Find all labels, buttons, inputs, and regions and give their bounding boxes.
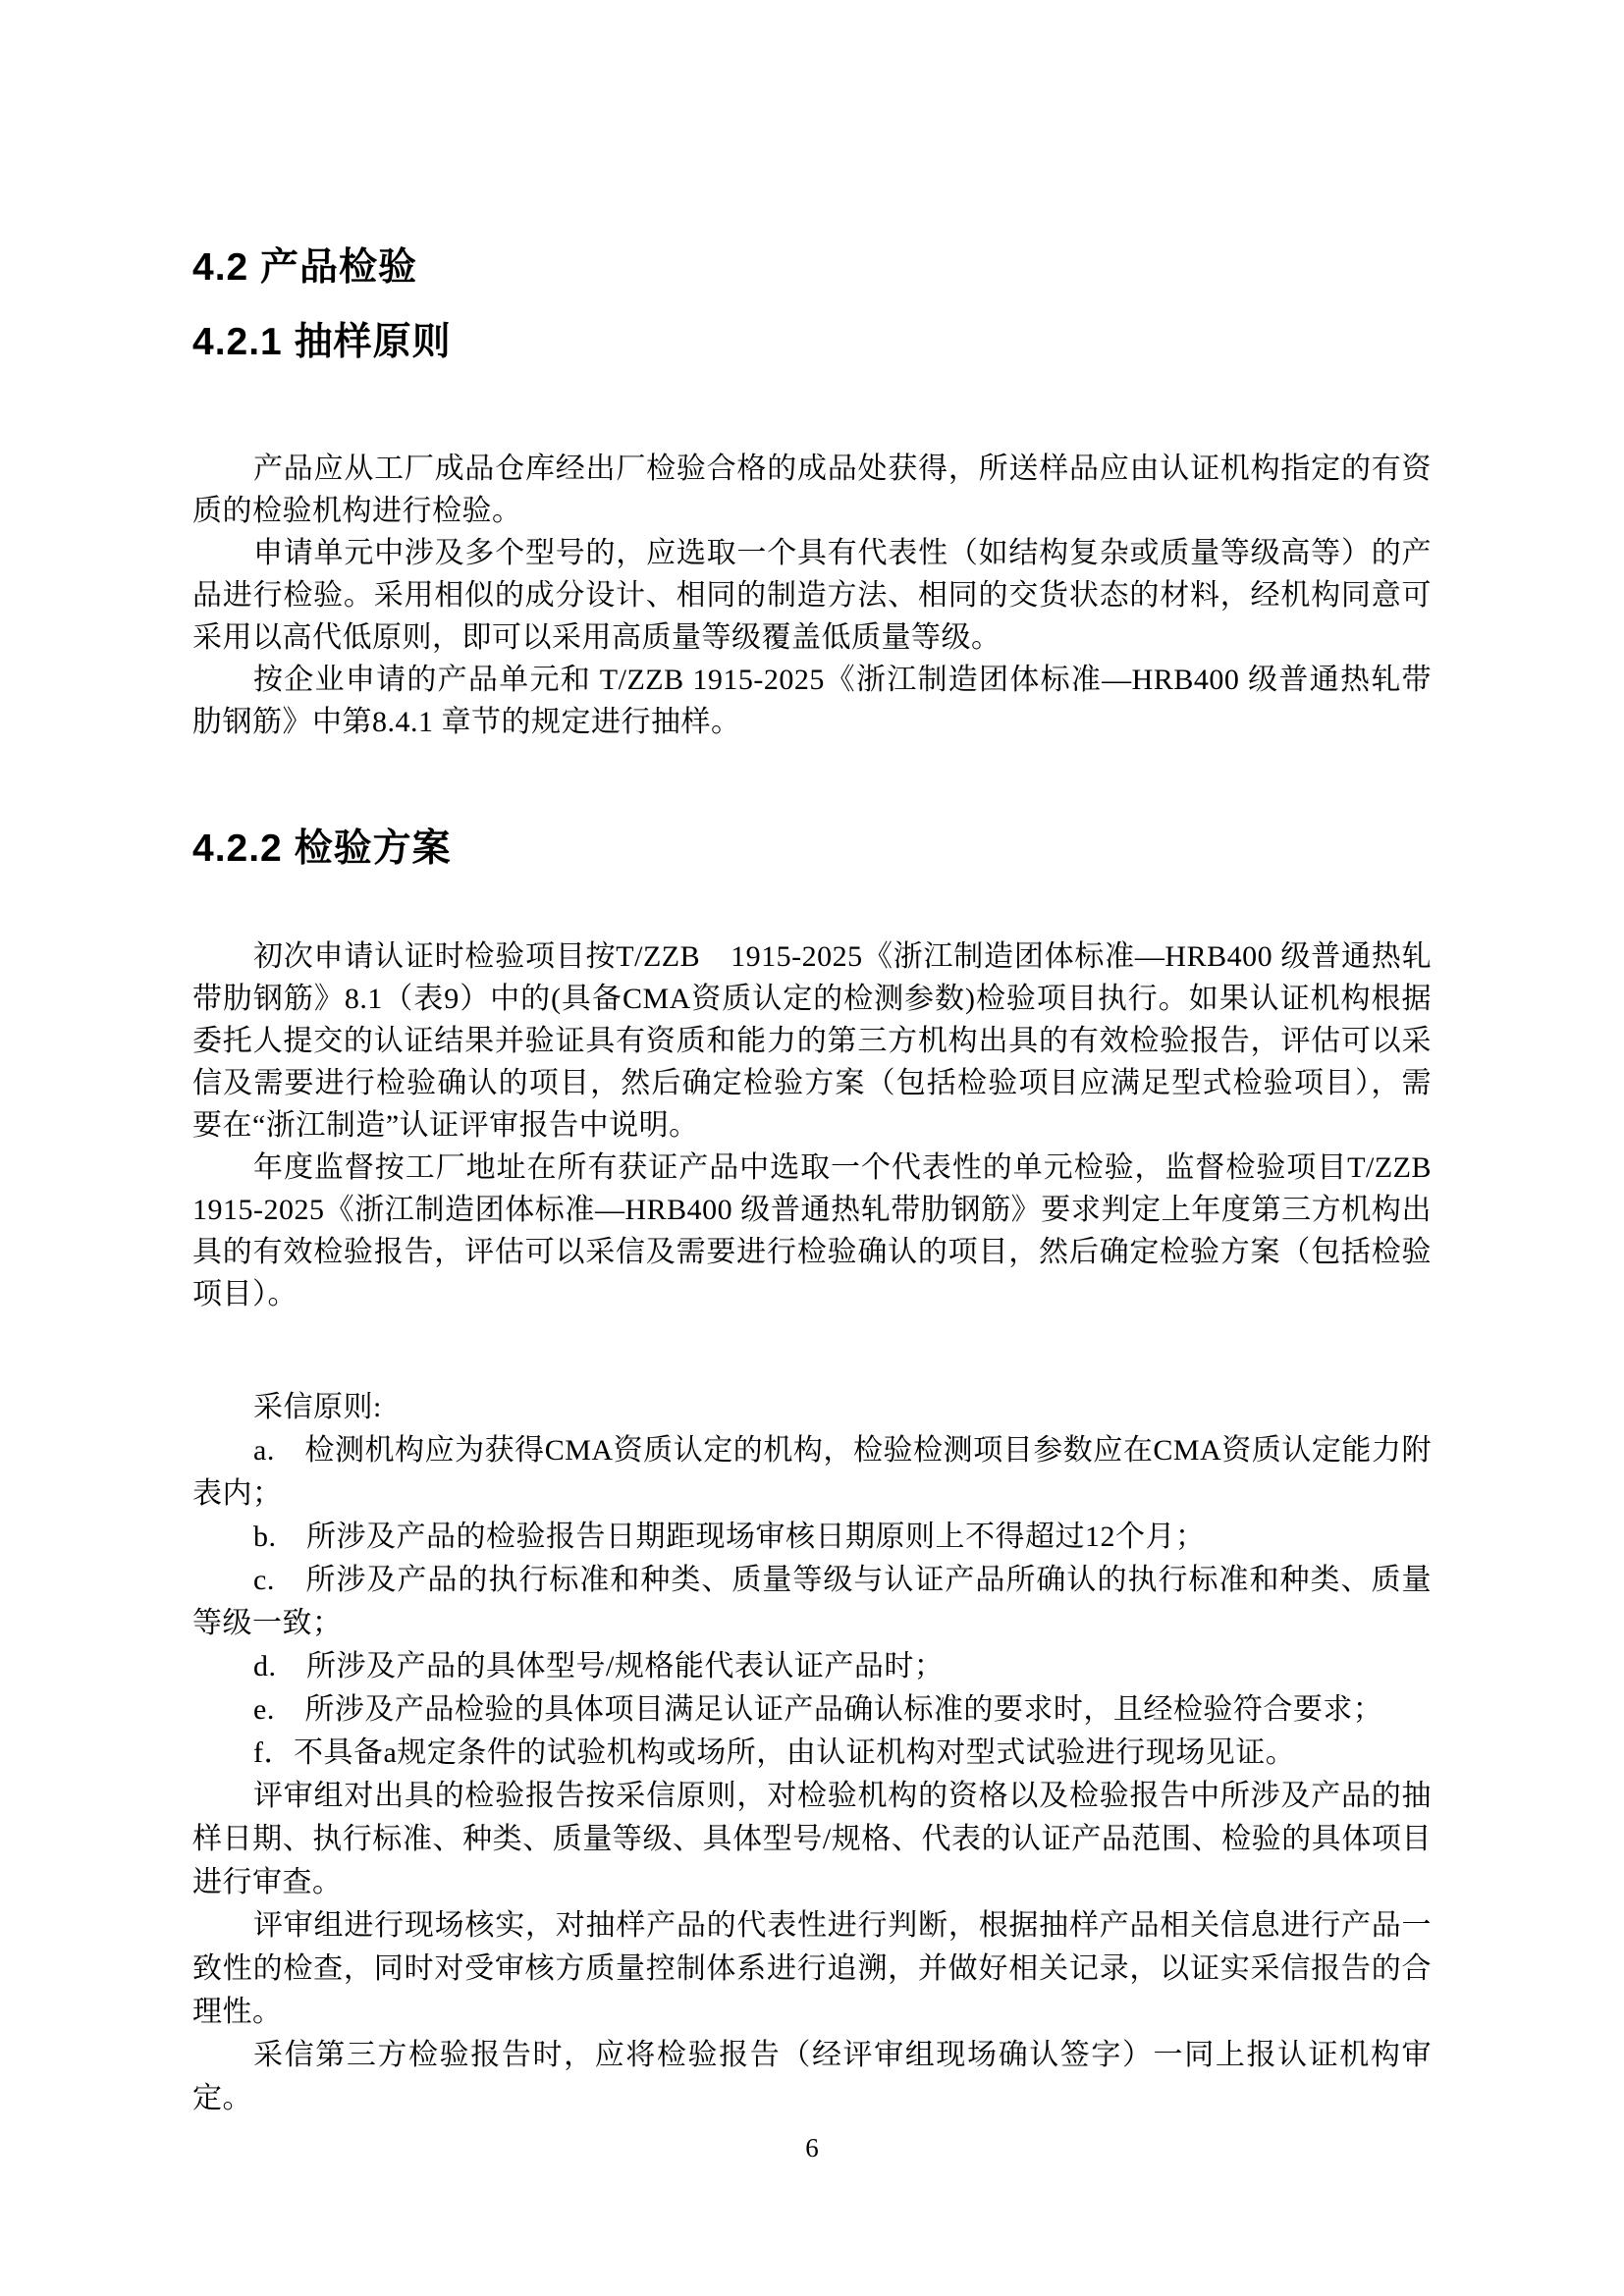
list-item-b: b. 所涉及产品的检验报告日期距现场审核日期原则上不得超过12个月； xyxy=(253,1521,1206,1553)
page-number: 6 xyxy=(805,2133,819,2163)
paragraph-unit-models: 申请单元中涉及多个型号的，应选取一个具有代表性（如结构复杂或质量等级高等）的产品进行检验。采用相似的成分设计、相同的制造方法、相同的交货状态的材料，经机构同意可采用以高代低原则，即可以采用高质量等级覆盖低质量等级。 xyxy=(192,537,1432,654)
subsection-heading-4-2-2: 4.2.2 检验方案 xyxy=(192,828,452,870)
paragraph-report-submission: 采信第三方检验报告时，应将检验报告（经评审组现场确认签字）一同上报认证机构审定。 xyxy=(192,2039,1432,2114)
paragraph-trust-principles-title: 采信原则: xyxy=(253,1391,382,1423)
list-item-d: d. 所涉及产品的具体型号/规格能代表认证产品时； xyxy=(253,1650,945,1682)
list-item-e: e. 所涉及产品检验的具体项目满足认证产品确认标准的要求时，且经检验符合要求； xyxy=(253,1693,1383,1726)
paragraph-annual-supervision: 年度监督按工厂地址在所有获证产品中选取一个代表性的单元检验，监督检验项目T/ZZB 1915-2025《浙江制造团体标准—HRB400 级普通热轧带肋钢筋》要求判定上年度第三方机构出具的有效检验报告，评估可以采信及需要进行检验确认的项目，然后确定检验方案（包括检验项目）。 xyxy=(192,1151,1432,1310)
document-content xyxy=(192,0,1432,2120)
list-item-c: c. 所涉及产品的执行标准和种类、质量等级与认证产品所确认的执行标准和种类、质量等级一致； xyxy=(192,1564,1432,1639)
section-heading-4-2: 4.2 产品检验 xyxy=(192,246,418,289)
subsection-heading-4-2-1: 4.2.1 抽样原则 xyxy=(192,321,452,363)
list-item-a: a. 检测机构应为获得CMA资质认定的机构，检验检测项目参数应在CMA资质认定能力附表内； xyxy=(192,1434,1432,1510)
paragraph-sampling-rule: 按企业申请的产品单元和 T/ZZB 1915-2025《浙江制造团体标准—HRB400 级普通热轧带肋钢筋》中第8.4.1 章节的规定进行抽样。 xyxy=(192,664,1432,738)
paragraph-onsite-verification: 评审组进行现场核实，对抽样产品的代表性进行判断，根据抽样产品相关信息进行产品一致性的检查，同时对受审核方质量控制体系进行追溯，并做好相关记录，以证实采信报告的合理性。 xyxy=(192,1909,1432,2028)
paragraph-sampling-source: 产品应从工厂成品仓库经出厂检验合格的成品处获得，所送样品应由认证机构指定的有资质的检验机构进行检验。 xyxy=(192,453,1432,527)
paragraph-initial-certification: 初次申请认证时检验项目按T/ZZB 1915-2025《浙江制造团体标准—HRB400 级普通热轧带肋钢筋》8.1（表9）中的(具备CMA资质认定的检测参数)检验项目执行。如果认证机构根据委托人提交的认证结果并验证具有资质和能力的第三方机构出具的有效检验报告，评估可以采信及需要进行检验确认的项目，然后确定检验方案（包括检验项目应满足型式检验项目），需要在“浙江制造”认证评审报告中说明。 xyxy=(192,940,1432,1142)
list-item-f: f．不具备a规定条件的试验机构或场所，由认证机构对型式试验进行现场见证。 xyxy=(253,1736,1296,1769)
paragraph-report-review: 评审组对出具的检验报告按采信原则，对检验机构的资格以及检验报告中所涉及产品的抽样日期、执行标准、种类、质量等级、具体型号/规格、代表的认证产品范围、检验的具体项目进行审查。 xyxy=(192,1780,1432,1898)
